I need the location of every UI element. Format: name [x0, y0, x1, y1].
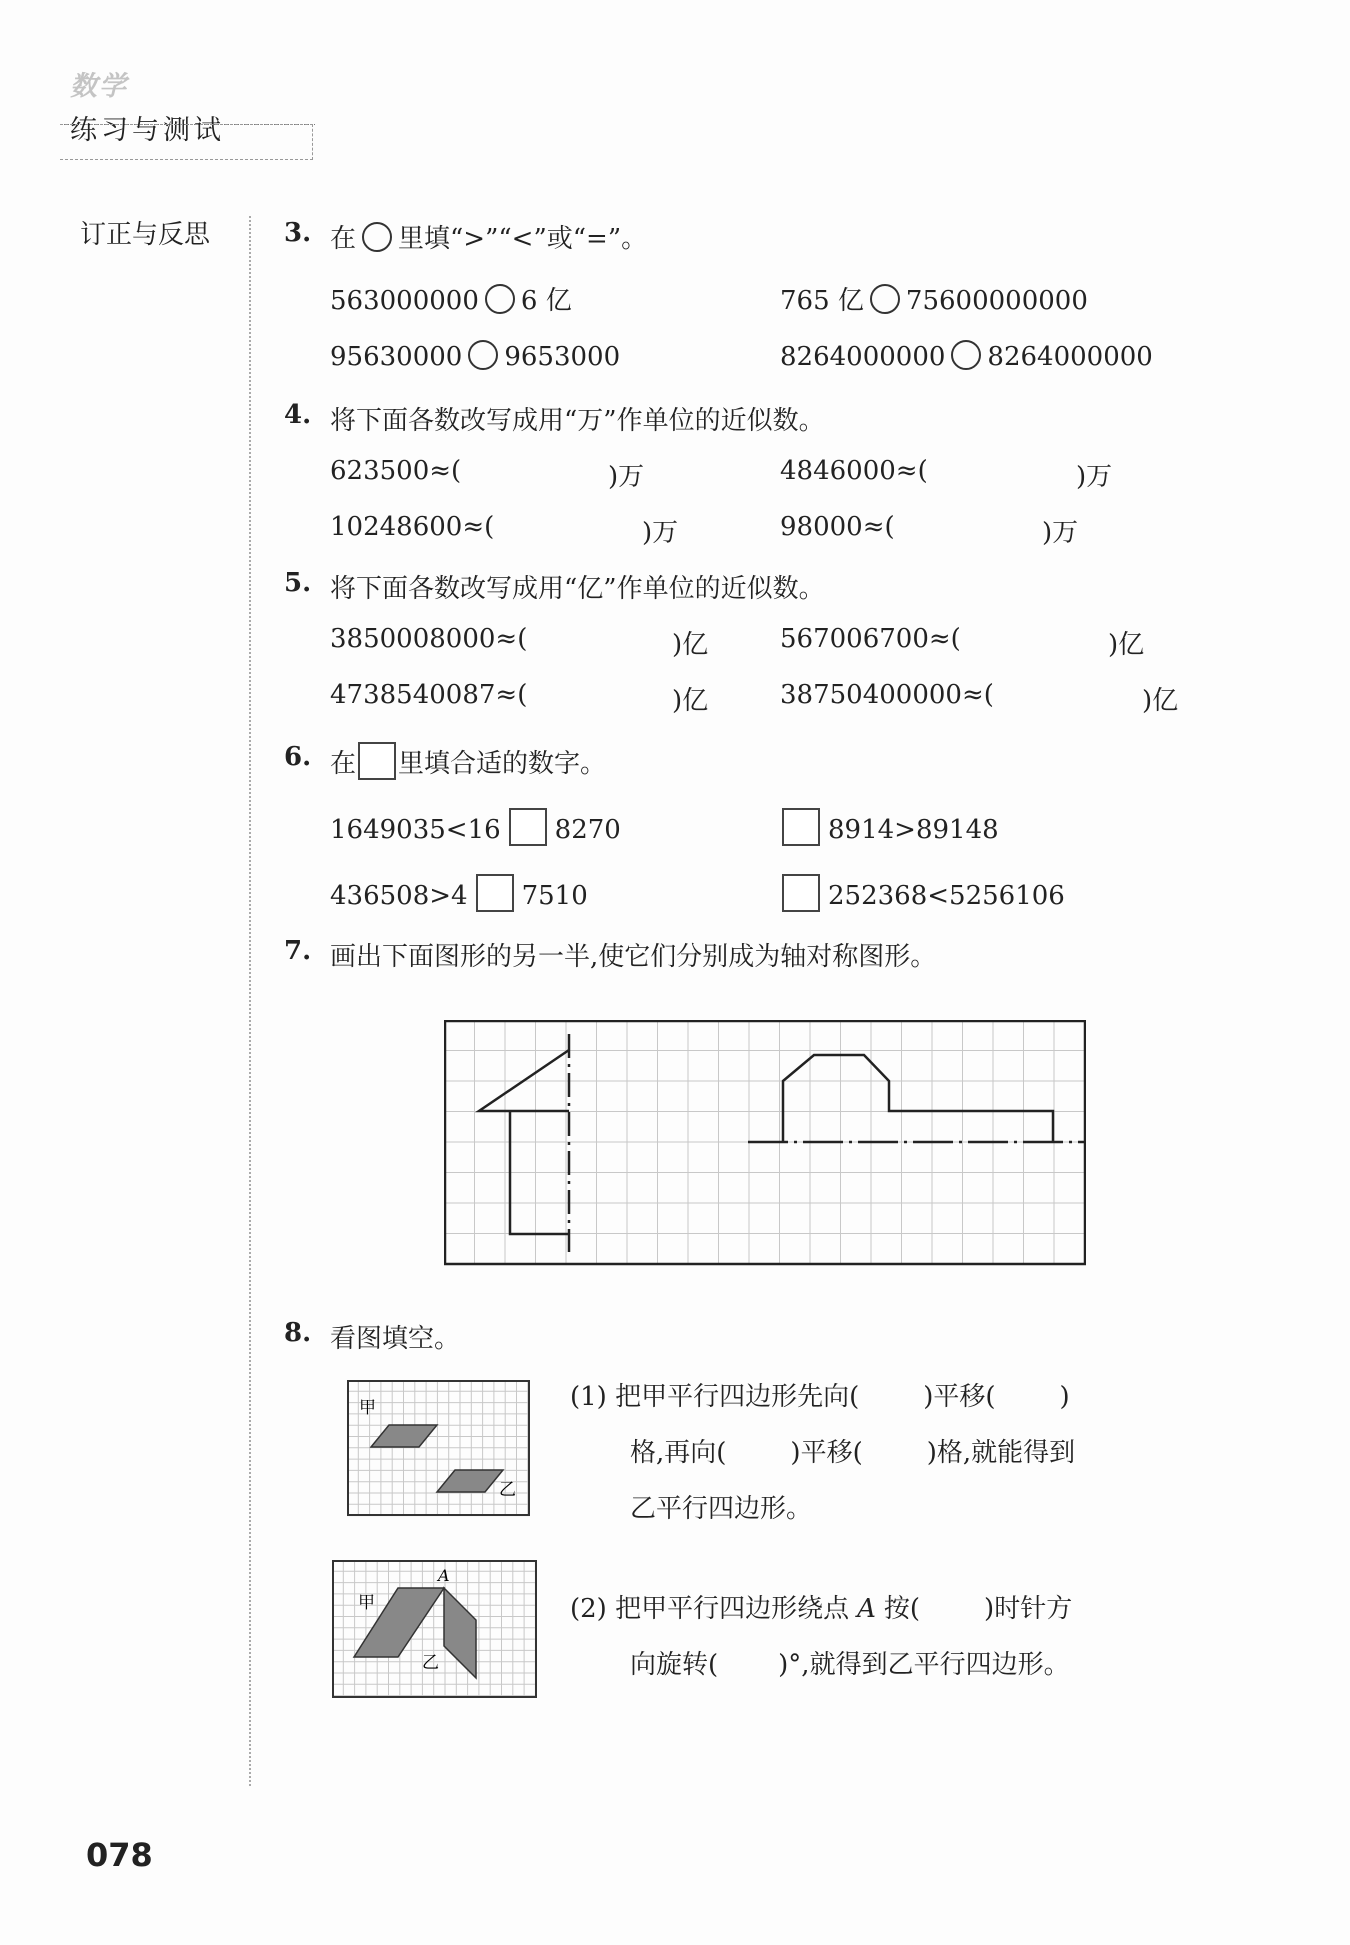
q4-item-1-number: 623500≈(: [330, 456, 462, 486]
q5-prompt: 将下面各数改写成用“亿”作单位的近似数。: [330, 574, 825, 604]
text: )平移(: [923, 1382, 996, 1412]
q3-item-right: 75600000000: [905, 286, 1088, 316]
q3-item-2: [780, 280, 1088, 317]
q3-item-3: [330, 340, 620, 372]
q5-number: 5.: [284, 568, 312, 598]
q3-item-right: 9653000: [504, 342, 621, 372]
text: )格,就能得到: [926, 1438, 1076, 1468]
q4-prompt: 将下面各数改写成用“万”作单位的近似数。: [330, 406, 825, 436]
text: (2) 把甲平行四边形绕点: [570, 1594, 850, 1624]
q8-part2-line2: [630, 1644, 1070, 1681]
label-yi: 乙: [422, 1653, 439, 1673]
q8-number: 8.: [284, 1318, 312, 1348]
q6-item-after: 8914>89148: [828, 815, 999, 845]
q5-item-3-number: 4738540087≈(: [330, 680, 528, 710]
q3-item-left: 563000000: [330, 286, 479, 316]
digit-box[interactable]: [509, 808, 547, 846]
q5-item-3-unit: )亿: [672, 686, 709, 716]
compare-circle[interactable]: [951, 340, 981, 370]
q4-item-2-number: 4846000≈(: [780, 456, 928, 486]
label-jia: 甲: [359, 1398, 376, 1418]
shape-upper-half: [783, 1055, 1053, 1142]
q7-number: 7.: [284, 936, 312, 966]
q3-item-1: [330, 280, 572, 317]
q5-item-1-number: 3850008000≈(: [330, 624, 528, 654]
q8-part2-line1: [570, 1588, 1072, 1625]
parallelogram-yi: [437, 1470, 503, 1492]
digit-box[interactable]: [476, 874, 514, 912]
text: ): [1059, 1382, 1070, 1412]
digit-box[interactable]: [782, 808, 820, 846]
translation-grid: [347, 1380, 531, 1518]
q6-item-before: 1649035<16: [330, 815, 501, 845]
text: (1) 把甲平行四边形先向(: [570, 1382, 860, 1412]
q4-item-4-unit: )万: [1042, 518, 1079, 548]
parallelogram-yi: [444, 1588, 476, 1678]
q3-prompt: [330, 218, 647, 255]
compare-circle[interactable]: [468, 340, 498, 370]
blank-square[interactable]: [358, 742, 396, 780]
compare-circle[interactable]: [870, 284, 900, 314]
correction-margin-label: 订正与反思: [80, 220, 211, 250]
q6-item-after: 8270: [554, 815, 621, 845]
header-dashed-frame: [60, 124, 313, 160]
q5-item-2-unit: )亿: [1108, 630, 1145, 660]
q3-item-left: 95630000: [330, 342, 463, 372]
label-jia: 甲: [358, 1593, 375, 1613]
q3-prompt-post: 里填“>”“<”或“=”。: [398, 224, 648, 254]
header-subject: 数学: [70, 71, 128, 102]
q5-item-4-number: 38750400000≈(: [780, 680, 994, 710]
q3-number: 3.: [284, 218, 312, 248]
q3-item-left: 765 亿: [780, 286, 864, 316]
q5-item-2-number: 567006700≈(: [780, 624, 961, 654]
symmetry-grid[interactable]: [444, 1020, 1086, 1266]
q3-item-4: [780, 340, 1153, 372]
q4-item-2-unit: )万: [1076, 462, 1113, 492]
margin-divider: [249, 216, 251, 1786]
page-number: 078: [86, 1836, 153, 1874]
rotation-grid: [332, 1560, 538, 1700]
q4-item-4-number: 98000≈(: [780, 512, 895, 542]
q6-item-1: [330, 808, 621, 846]
compare-circle[interactable]: [485, 284, 515, 314]
text: 向旋转(: [630, 1650, 719, 1680]
q8-part1-line1: [570, 1376, 1070, 1413]
text: )平移(: [790, 1438, 863, 1468]
label-yi: 乙: [499, 1480, 516, 1500]
blank-circle[interactable]: [362, 222, 392, 252]
q4-item-3-unit: )万: [642, 518, 679, 548]
q4-item-3-number: 10248600≈(: [330, 512, 495, 542]
point-a: A: [857, 1594, 876, 1624]
q5-item-1-unit: )亿: [672, 630, 709, 660]
q5-item-4-unit: )亿: [1142, 686, 1179, 716]
q3-item-left: 8264000000: [780, 342, 946, 372]
digit-box[interactable]: [782, 874, 820, 912]
q8-part1-line3: 乙平行四边形。: [630, 1494, 813, 1524]
q3-prompt-pre: 在: [330, 224, 357, 254]
q8-part1-line2: [630, 1432, 1075, 1469]
grid-border: [333, 1561, 536, 1697]
q6-item-2: [774, 808, 999, 846]
grid-lines: [332, 1560, 537, 1698]
q6-number: 6.: [284, 742, 312, 772]
q3-item-right: 6 亿: [520, 286, 572, 316]
q6-prompt-pre: 在: [330, 749, 357, 779]
q6-prompt: [330, 742, 606, 780]
q7-prompt: 画出下面图形的另一半,使它们分别成为轴对称图形。: [330, 942, 937, 972]
q6-item-after: 252368<5256106: [828, 881, 1065, 911]
point-a-label: A: [438, 1566, 450, 1585]
q6-prompt-post: 里填合适的数字。: [398, 749, 607, 779]
text: )时针方: [984, 1594, 1073, 1624]
q6-item-before: 436508>4: [330, 881, 468, 911]
q6-item-4: [774, 874, 1065, 912]
text: 按(: [883, 1594, 921, 1624]
q4-item-1-unit: )万: [608, 462, 645, 492]
q4-number: 4.: [284, 400, 312, 430]
text: )°,就得到乙平行四边形。: [778, 1650, 1070, 1680]
q3-item-right: 8264000000: [987, 342, 1153, 372]
text: 格,再向(: [630, 1438, 727, 1468]
q6-item-after: 7510: [521, 881, 588, 911]
q6-item-3: [330, 874, 588, 912]
header-title: 练习与测试: [70, 115, 225, 146]
q8-prompt: 看图填空。: [330, 1324, 461, 1354]
